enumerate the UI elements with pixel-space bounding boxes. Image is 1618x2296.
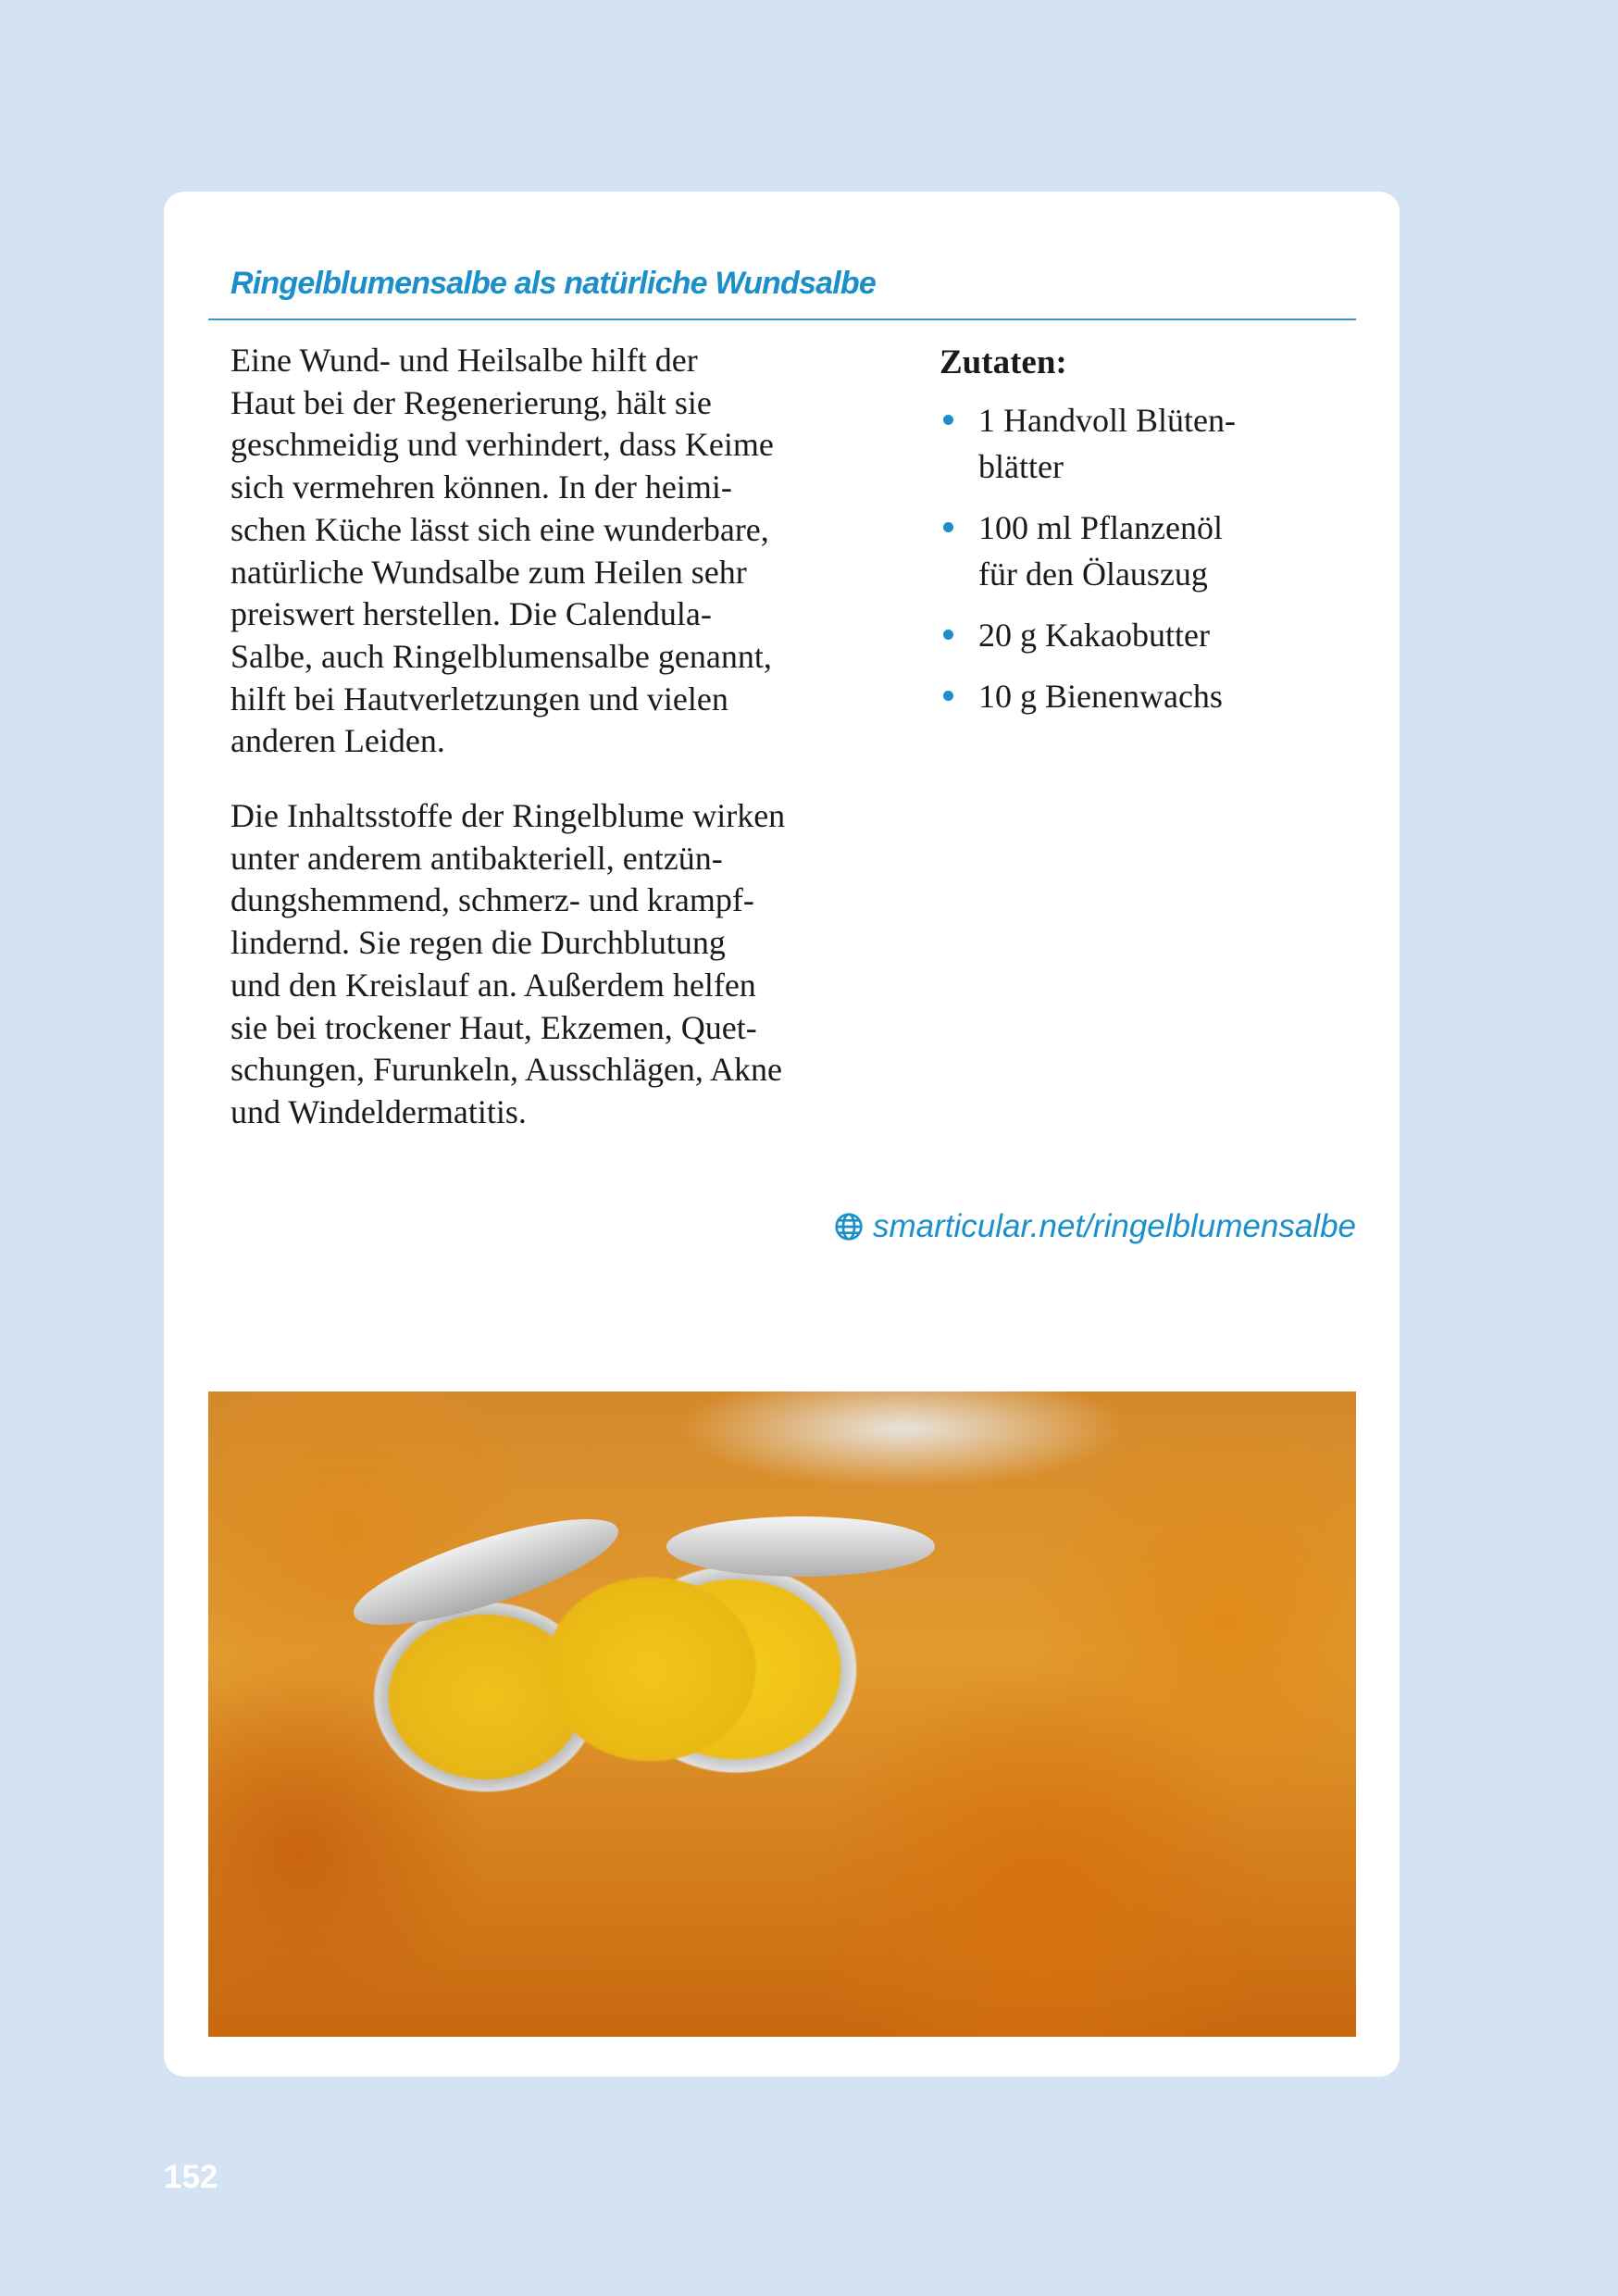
text-line: und Windeldermatitis. [230,1092,527,1130]
text-line: natürliche Wundsalbe zum Heilen sehr [230,553,747,591]
ingredient-item [940,397,1328,490]
text-line: dungshemmend, schmerz- und krampf- [230,881,754,919]
ingredients-list [940,397,1328,719]
text-line: 20 g Kakaobutter [978,617,1210,654]
source-link-text: smarticular.net/ringelblumensalbe [872,1208,1356,1244]
ingredient-item [940,673,1328,719]
ingredients-heading: Zutaten: [940,343,1067,381]
source-link[interactable] [834,1208,1356,1245]
text-line: schen Küche lässt sich eine wunderbare, [230,510,769,548]
bullet-icon [943,691,953,701]
content-card [164,192,1400,2077]
text-line: Eine Wund- und Heilsalbe hilft der [230,342,698,379]
text-line: für den Ölauszug [978,555,1208,593]
text-line: 1 Handvoll Blüten- [978,402,1236,439]
bullet-icon [943,630,953,640]
globe-icon [834,1212,864,1242]
text-line: sie bei trockener Haut, Ekzemen, Quet- [230,1008,757,1046]
text-line: 100 ml Pflanzenöl [978,509,1223,546]
text-line: und den Kreislauf an. Außerdem helfen [230,966,756,1004]
bullet-icon [943,522,953,532]
text-line: unter anderem antibakteriell, entzün- [230,839,723,877]
text-line: preiswert herstellen. Die Calendula- [230,595,712,633]
salve-photo [208,1391,1356,2037]
body-text [230,340,906,1167]
text-line: schungen, Furunkeln, Ausschlägen, Akne [230,1051,782,1089]
paragraph-2 [230,795,906,1134]
text-line: anderen Leiden. [230,722,445,760]
text-line: Die Inhaltsstoffe der Ringelblume wirken [230,797,786,835]
text-line: Haut bei der Regenerierung, hält sie [230,383,712,421]
ingredients-box [940,340,1328,734]
text-line: lindernd. Sie regen die Durchblutung [230,924,726,962]
ingredient-item [940,612,1328,658]
paragraph-1 [230,340,906,763]
text-line: blätter [978,448,1064,485]
text-line: 10 g Bienenwachs [978,678,1223,715]
tin-lid-left [344,1498,629,1645]
text-line: Salbe, auch Ringelblumensalbe genannt, [230,637,772,675]
tin-lid-right [666,1516,935,1577]
text-line: geschmeidig und verhindert, dass Keime [230,426,774,464]
page-number: 152 [164,2159,218,2195]
text-line: sich vermehren können. In der heimi- [230,468,732,506]
section-title: Ringelblumensalbe als natürliche Wundsalbe [230,266,876,301]
bullet-icon [943,415,953,425]
text-line: hilft bei Hautverletzungen und vielen [230,680,728,718]
title-divider [208,318,1356,320]
ingredient-item [940,505,1328,597]
